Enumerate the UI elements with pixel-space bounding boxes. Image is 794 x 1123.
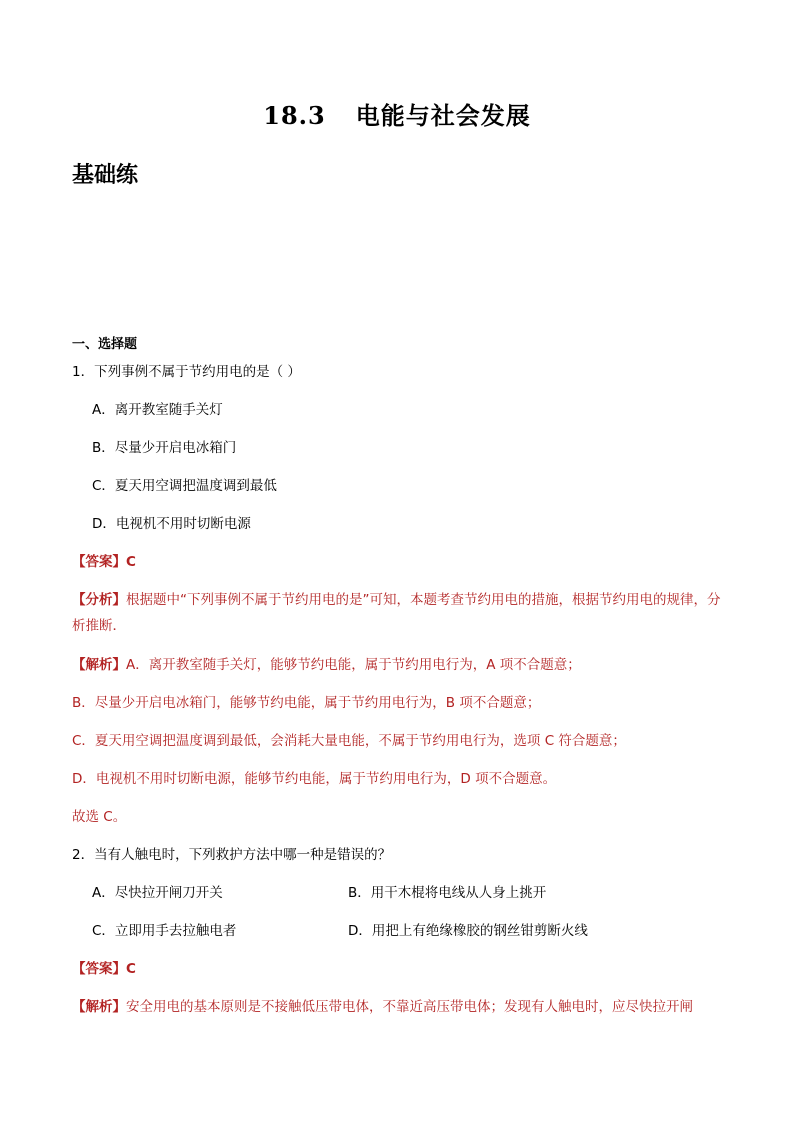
section-heading: 基础练 — [72, 163, 139, 188]
part-heading: 一、选择题 — [72, 337, 138, 352]
q1-option-c: C．夏天用空调把温度调到最低 — [92, 478, 277, 494]
answer-tag: 【答案】 — [72, 554, 126, 570]
q1-option-d: D．电视机不用时切断电源 — [92, 516, 251, 532]
q1-option-b: B．尽量少开启电冰箱门 — [92, 440, 237, 456]
q1-solution-line-d: D．电视机不用时切断电源，能够节约电能，属于节约用电行为，D 项不合题意。 — [72, 771, 557, 787]
q1-conclusion: 故选 C。 — [72, 809, 127, 825]
solution-tag: 【解析】 — [72, 657, 126, 673]
answer-value: C — [126, 554, 136, 570]
page-title — [0, 96, 794, 131]
solution-text: 安全用电的基本原则是不接触低压带电体，不靠近高压带电体；发现有人触电时，应尽快拉开闸 — [126, 999, 693, 1015]
q1-analysis — [72, 587, 732, 639]
q2-option-d: D．用把上有绝缘橡胶的钢丝钳剪断火线 — [348, 923, 588, 939]
answer-value: C — [126, 961, 136, 977]
q2-option-b: B．用干木棍将电线从人身上挑开 — [348, 885, 547, 901]
q1-solution-line-c: C．夏天用空调把温度调到最低，会消耗大量电能，不属于节约用电行为，选项 C 符合题意； — [72, 733, 626, 749]
answer-tag: 【答案】 — [72, 961, 126, 977]
analysis-tag: 【分析】 — [72, 592, 126, 608]
section-number: 18.3 — [263, 101, 326, 130]
q1-solution-line-b: B．尽量少开启电冰箱门，能够节约电能，属于节约用电行为，B 项不合题意； — [72, 695, 541, 711]
q1-answer — [72, 552, 136, 572]
title-text: 电能与社会发展 — [355, 101, 531, 130]
q2-option-a: A．尽快拉开闸刀开关 — [92, 885, 223, 901]
q1-option-a: A．离开教室随手关灯 — [92, 402, 223, 418]
solution-text: A．离开教室随手关灯，能够节约电能，属于节约用电行为，A 项不合题意； — [126, 657, 581, 673]
q1-stem: 1．下列事例不属于节约用电的是（ ） — [72, 364, 301, 380]
q1-solution-line-a — [72, 655, 581, 675]
q2-option-c: C．立即用手去拉触电者 — [92, 923, 237, 939]
solution-tag: 【解析】 — [72, 999, 126, 1015]
analysis-text: 根据题中“下列事例不属于节约用电的是”可知，本题考查节约用电的措施，根据节约用电的规律，分析推断． — [72, 592, 721, 634]
q2-answer — [72, 959, 136, 979]
q2-solution — [72, 997, 693, 1017]
q2-stem: 2．当有人触电时，下列救护方法中哪一种是错误的？ — [72, 847, 392, 863]
